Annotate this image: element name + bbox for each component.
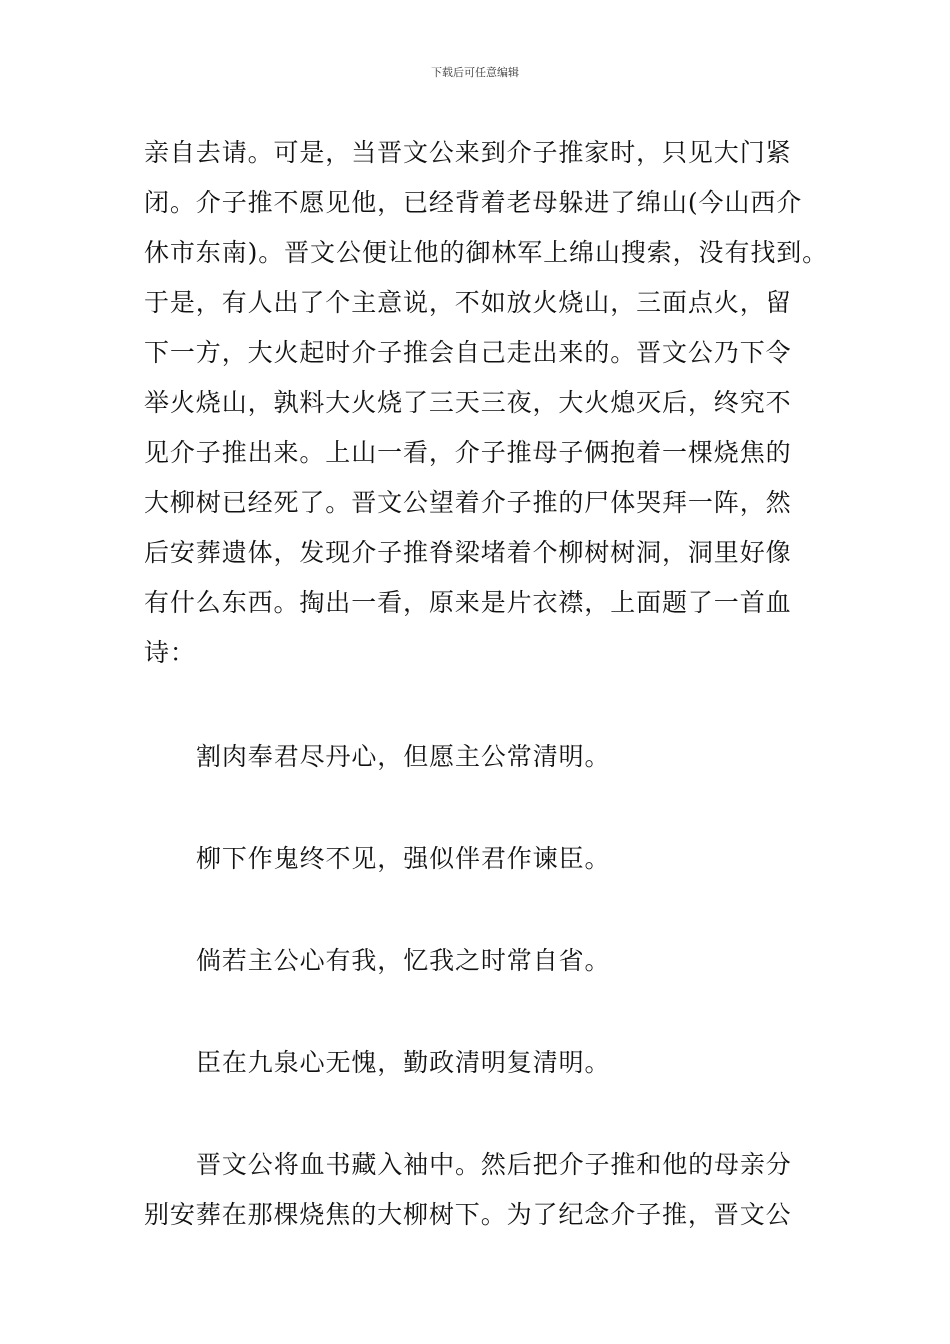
poem-line-2: 柳下作鬼终不见，强似伴君作谏臣。 [196, 844, 611, 873]
paragraph-spacer [144, 782, 824, 834]
text-line: 大柳树已经死了。晋文公望着介子推的尸体哭拜一阵，然 [144, 488, 792, 517]
text-line: 别安葬在那棵烧焦的大柳树下。为了纪念介子推，晋文公 [144, 1200, 792, 1229]
text-line: 举火烧山，孰料大火烧了三天三夜，大火熄灭后，终究不 [144, 388, 792, 417]
poem-line-1: 割肉奉君尽丹心，但愿主公常清明。 [196, 742, 611, 771]
text-line-indented: 晋文公将血书藏入袖中。然后把介子推和他的母亲分 [196, 1150, 792, 1179]
text-line: 后安葬遗体，发现介子推脊梁堵着个柳树树洞，洞里好像 [144, 538, 792, 567]
paragraph-1 [144, 128, 829, 678]
text-line: 闭。介子推不愿见他，已经背着老母躲进了绵山(今山西介 [144, 188, 803, 217]
poem-line-4: 臣在九泉心无愧，勤政清明复清明。 [196, 1048, 611, 1077]
paragraph-2 [144, 1140, 824, 1240]
document-body [144, 128, 829, 1240]
poem-line-3: 倘若主公心有我，忆我之时常自省。 [196, 946, 611, 975]
text-line: 见介子推出来。上山一看，介子推母子俩抱着一棵烧焦的 [144, 438, 792, 467]
text-line: 诗： [144, 638, 196, 667]
text-line: 有什么东西。掏出一看，原来是片衣襟，上面题了一首血 [144, 588, 792, 617]
text-line: 休市东南)。晋文公便让他的御林军上绵山搜索，没有找到。 [144, 238, 829, 267]
paragraph-spacer [144, 884, 824, 936]
text-line: 亲自去请。可是，当晋文公来到介子推家时，只见大门紧 [144, 138, 792, 167]
text-line: 下一方，大火起时介子推会自己走出来的。晋文公乃下令 [144, 338, 792, 367]
paragraph-spacer [144, 1088, 824, 1140]
text-line: 于是，有人出了个主意说，不如放火烧山，三面点火，留 [144, 288, 792, 317]
page-header: 下载后可任意编辑 [431, 66, 519, 79]
paragraph-spacer [144, 678, 824, 732]
paragraph-spacer [144, 986, 824, 1038]
